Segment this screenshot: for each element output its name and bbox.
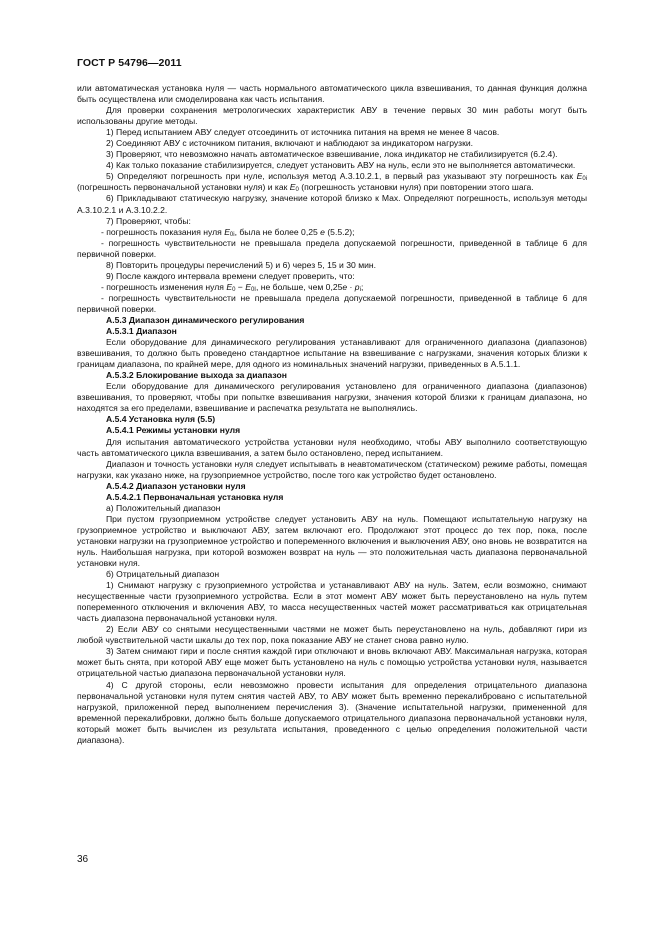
list-item: 8) Повторить процедуры перечислений 5) и 6) через 5, 15 и 30 мин.: [106, 259, 377, 270]
standard-header: ГОСТ Р 54796—2011: [77, 57, 182, 69]
paragraph: Если оборудование для динамического регулирования установлено для ограниченного диапазона (диапазонов) взвешивания, то проверяют, чтобы при попытке взвешивания нагрузки, значения которой близки к границам диапазона, но находятся за его пределами, взвешивание и распечатка результата не выполнялись.: [77, 381, 587, 414]
subsection-heading: А.5.4.1 Режимы установки нуля: [106, 425, 241, 436]
document-body: [77, 83, 587, 746]
paragraph: 4) С другой стороны, если невозможно провести испытания для определения отрицательного диапазона первоначальной установки нуля путем снятия частей АВУ, то АВУ может быть временно перекалибровано с испытательной нагрузкой, приложенной перед выполнением перечисления 3). (Значение испытательной нагрузки, примененной для временной перекалибровки, должно быть больше допускаемого отрицательного диапазона первоначальной установки нуля, который может быть вычислен из результата испытания, проведенного с целью определения положительной части диапазона).: [77, 679, 587, 745]
subsection-heading: А.5.4.2 Диапазон установки нуля: [106, 480, 246, 491]
subsection-heading: А.5.3.2 Блокирование выхода за диапазон: [106, 370, 287, 381]
paragraph: 1) Снимают нагрузку с грузоприемного устройства и устанавливают АВУ на нуль. Затем, если возможно, снимают несущественные части грузоприемного устройства. Если в этот момент АВУ может быть переустановлено на нуль путем попеременного отключения и включения АВУ, то масса несущественных частей может рассматриваться как отрицательная часть диапазона первоначальной установки нуля.: [77, 580, 587, 624]
list-item: - погрешность чувствительности не превышала предела допускаемой погрешности, приведенной в таблице 6 для первичной поверки.: [77, 292, 587, 314]
page-number: 36: [77, 854, 89, 865]
paragraph: Для проверки сохранения метрологических характеристик АВУ в течение первых 30 мин работы могут быть использованы другие методы.: [77, 105, 587, 127]
paragraph: Если оборудование для динамического регулирования устанавливают для ограниченного диапазона (диапазонов) взвешивания, то должно быть проведено стандартное испытание на взвешивание с нагрузками, значения которых близки к границам диапазона, по крайней мере, для одного из номинальных значений нагрузки, приведенных в А.5.1.1.: [77, 337, 587, 370]
paragraph: При пустом грузоприемном устройстве следует установить АВУ на нуль. Помещают испытательную нагрузку на грузоприемное устройство и выключают АВУ, затем включают его. Продолжают этот процесс до тех пор, пока, после установки нагрузки на грузоприемное устройство и попеременного включения и выключения АВУ, оно вновь не возвратится на нуль. Наибольшая нагрузка, при которой возможен возврат на нуль — это положительная часть диапазона первоначальной установки нуля.: [77, 513, 587, 569]
list-item: 3) Проверяют, что невозможно начать автоматическое взвешивание, лока индикатор не стабилизируется (6.2.4).: [106, 149, 558, 160]
list-item: 1) Перед испытанием АВУ следует отсоединить от источника питания на время не менее 8 часов.: [106, 127, 500, 138]
paragraph: или автоматическая установка нуля — часть нормального автоматического цикла взвешивания, то данная функция должна быть осуществлена или смоделирована как часть испытания.: [77, 83, 587, 105]
paragraph: 2) Если АВУ со снятыми несущественными частями не может быть переустановлено на нуль, добавляют гири из любой чувствительной части шкалы до тех пор, пока показание АВУ не станет снова равно нулю.: [77, 624, 587, 646]
list-item: - погрешность чувствительности не превышала предела допускаемой погрешности, приведенной в таблице 6 для первичной поверки.: [77, 237, 587, 259]
list-item: 4) Как только показание стабилизируется, следует установить АВУ на нуль, если это не выполняется автоматически.: [106, 160, 576, 171]
list-item: - погрешность показания нуля $E_{0i}$, была не более 0,25 e (5.5.2);: [101, 226, 355, 238]
subsection-heading: А.5.4.2.1 Первоначальная установка нуля: [106, 491, 284, 502]
list-item: а) Положительный диапазон: [106, 502, 221, 513]
subsection-heading: А.5.3.1 Диапазон: [106, 326, 177, 337]
list-item: 9) После каждого интервала времени следует проверить, что:: [106, 270, 355, 281]
list-item: б) Отрицательный диапазон: [106, 569, 220, 580]
section-heading: А.5.3 Диапазон динамического регулирования: [106, 314, 305, 325]
list-item: 2) Соединяют АВУ с источником питания, включают и наблюдают за индикатором нагрузки.: [106, 138, 474, 149]
list-item: 5) Определяют погрешность при нуле, используя метод А.3.10.2.1, в первый раз указывают эту погрешность как $E_{0i}$ (погрешность первоначальной установки нуля) и как $E_0$ (погрешность установки нуля) при повторении этого шага.: [77, 171, 587, 194]
paragraph: 3) Затем снимают гири и после снятия каждой гири отключают и вновь включают АВУ. Максимальная нагрузка, которая может быть снята, при которой АВУ еще может быть установлено на нуль с помощью устройства установки нуля, называется отрицательной частью диапазона первоначальной установки нуля.: [77, 646, 587, 679]
paragraph: Диапазон и точность установки нуля следует испытывать в неавтоматическом (статическом) режиме работы, помещая нагрузки, как указано ниже, на грузоприемное устройство, после того как устройство будет остановлено.: [77, 458, 587, 480]
list-item: - погрешность изменения нуля $E_0 - E_{0I}$, не больше, чем $0,25e \cdot p_i$;: [101, 281, 364, 293]
section-heading: А.5.4 Установка нуля (5.5): [106, 414, 216, 425]
list-item: 7) Проверяют, чтобы:: [106, 215, 191, 226]
paragraph: Для испытания автоматического устройства установки нуля необходимо, чтобы АВУ выполнило соответствующую часть автоматического цикла взвешивания, а затем было остановлено, перед испытанием.: [77, 436, 587, 458]
list-item: 6) Прикладывают статическую нагрузку, значение которой близко к Max. Определяют погрешность, используя методы А.3.10.2.1 и А.3.10.2.2.: [77, 193, 587, 215]
